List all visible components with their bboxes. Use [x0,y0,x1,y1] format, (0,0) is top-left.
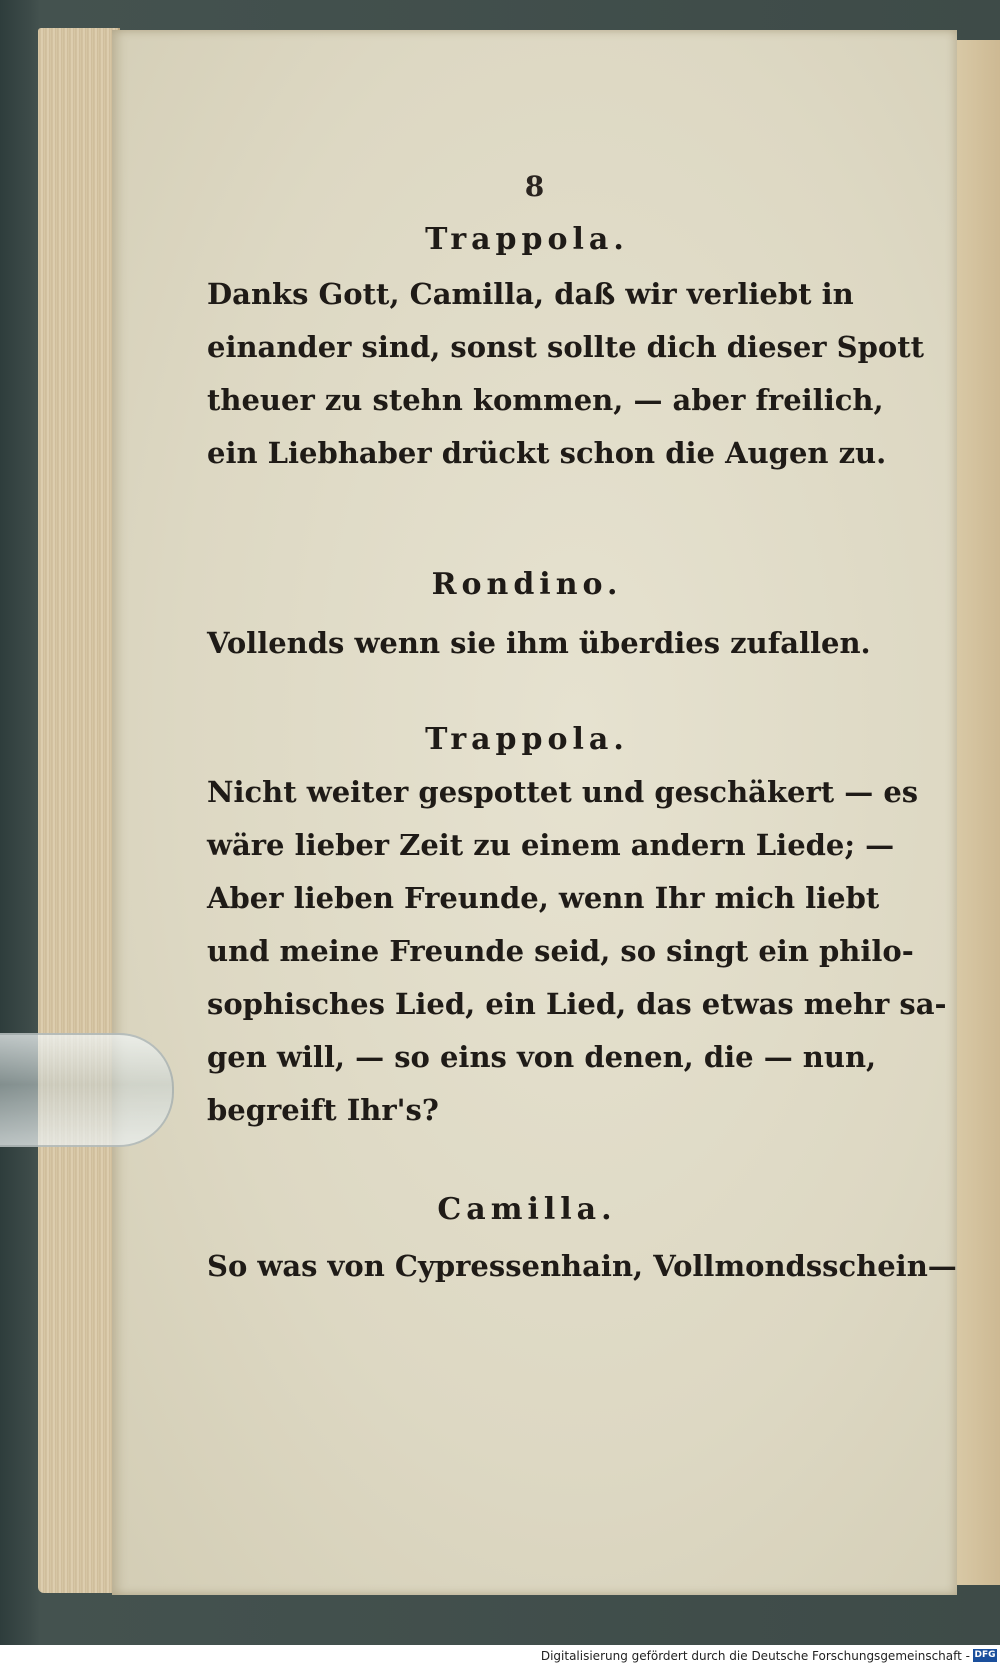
text-line: wäre lieber Zeit zu einem andern Liede; — [207,828,895,862]
book-page [112,30,957,1595]
dialogue-section [207,720,947,1137]
footer-credit: Digitalisierung gefördert durch die Deutsche Forschungsgemeinschaft - [540,1649,970,1663]
page-edges [38,28,120,1593]
text-line: ein Liebhaber drückt schon die Augen zu. [207,436,887,470]
speaker-name: Trappola. [425,722,629,757]
speaker-name: Camilla. [437,1192,617,1227]
text-line: Vollends wenn sie ihm überdies zufallen. [207,626,871,660]
text-line: Danks Gott, Camilla, daß wir verliebt in [207,277,854,311]
text-line: einander sind, sonst sollte dich dieser Spott [207,330,925,364]
dfg-logo: DFG [974,1650,996,1660]
speaker-name: Rondino. [431,567,623,602]
footer-bar [0,1645,1000,1665]
text-line: Nicht weiter gespottet und geschäkert — es [207,775,919,809]
text-line: theuer zu stehn kommen, — aber freilich, [207,383,884,417]
text-line: sophisches Lied, ein Lied, das etwas mehr sa- [207,987,947,1021]
text-line: Aber lieben Freunde, wenn Ihr mich liebt [207,881,880,915]
text-line: und meine Freunde seid, so singt ein philo- [207,934,914,968]
speaker-name: Trappola. [425,222,629,257]
dialogue-section [207,565,871,670]
page-number: 8 [524,170,545,203]
text-line: begreift Ihr's? [207,1093,439,1127]
dialogue-section [207,220,925,480]
text-line: So was von Cypressenhain, Vollmondsschein— [207,1249,957,1283]
page-clip [0,1033,174,1147]
text-line: gen will, — so eins von denen, die — nun, [207,1040,877,1074]
dialogue-section [207,1190,957,1293]
